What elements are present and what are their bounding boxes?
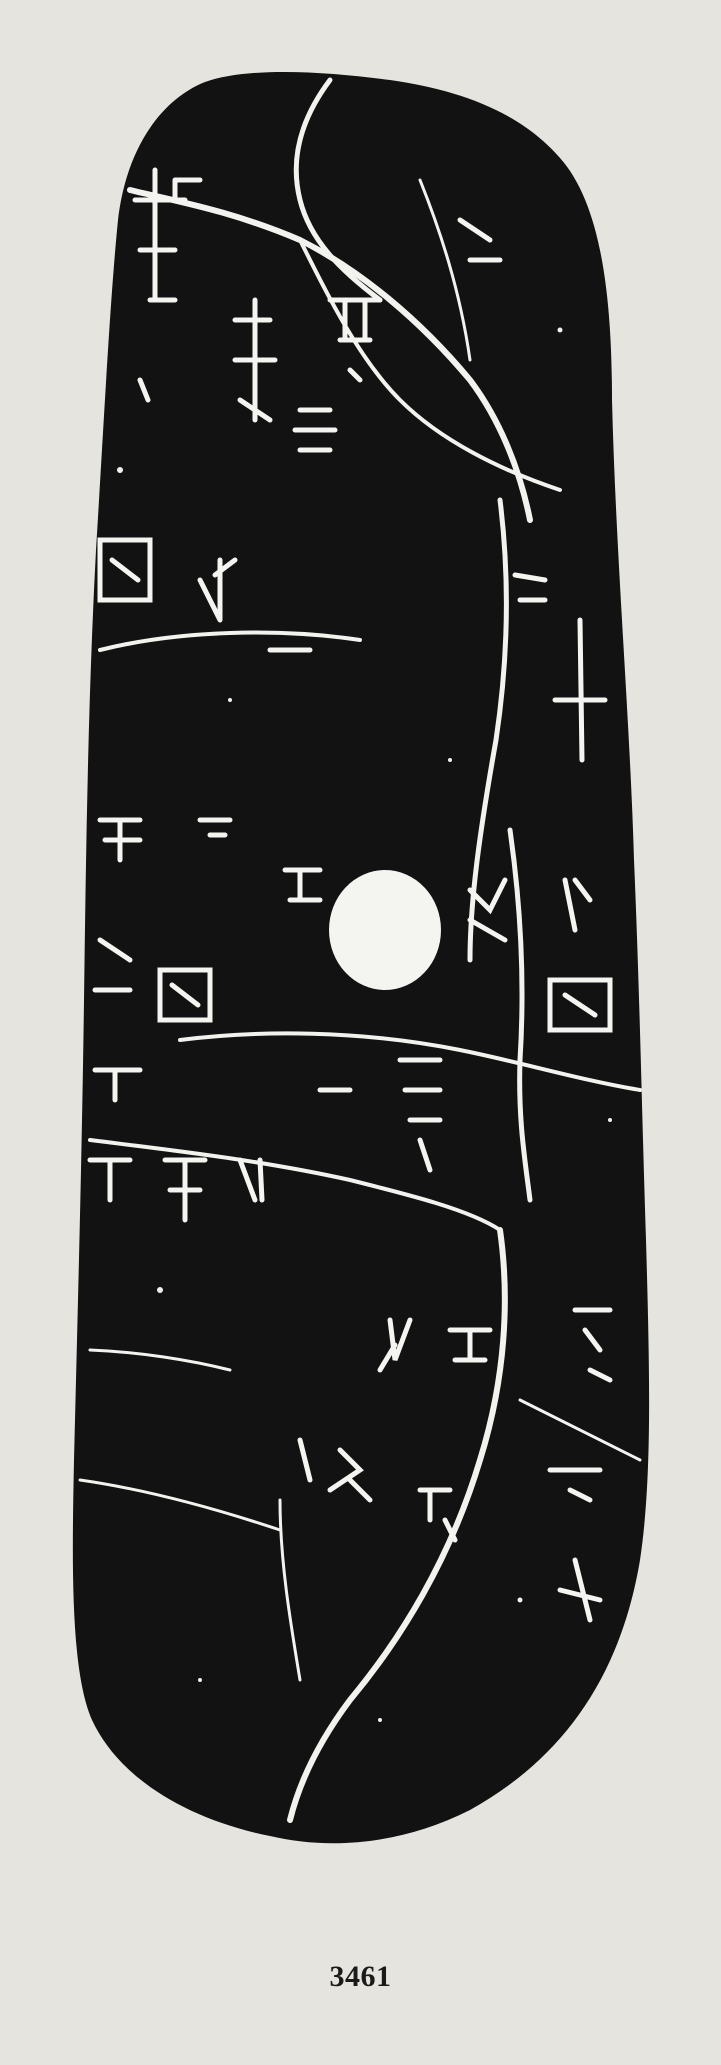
drill-hole [329,870,441,990]
catalog-number: 3461 [329,1960,392,1993]
